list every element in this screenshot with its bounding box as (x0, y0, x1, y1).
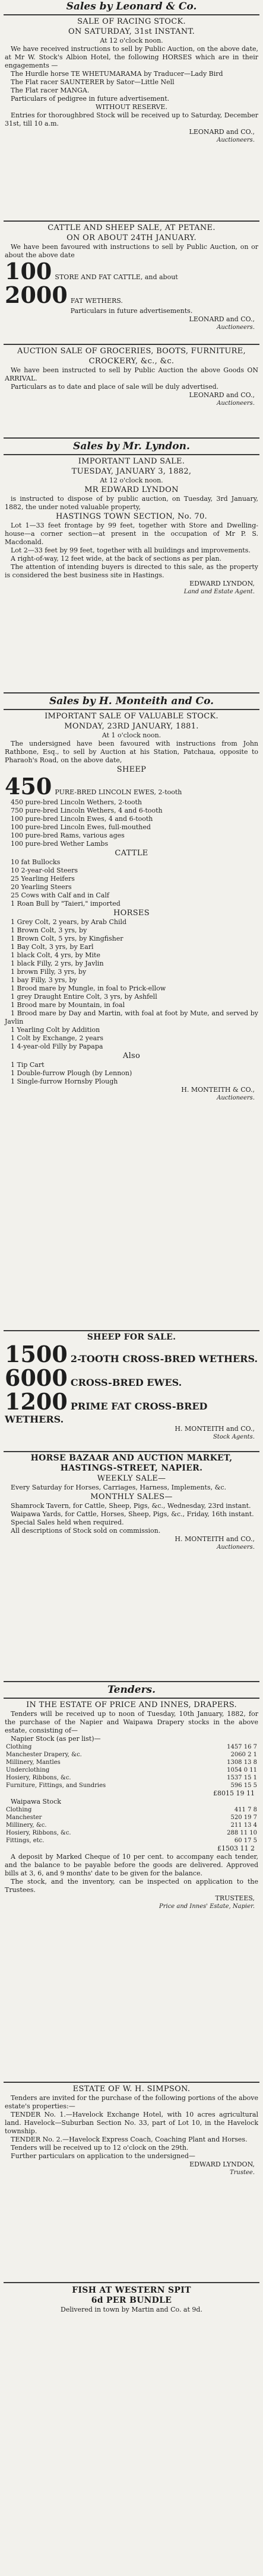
table-row (5, 1829, 258, 1837)
row-amount: 2060 2 1 (230, 1752, 257, 1758)
sheep-item: 750 pure-bred Lincoln Wethers, 4 and 6-tooth (11, 807, 163, 814)
ad-title: HORSE BAZAAR AND AUCTION MARKET, HASTINGS-STREET, NAPIER. (30, 1453, 233, 1473)
ad-time: At 12 o'clock noon. (100, 37, 163, 44)
cattle-heading: CATTLE (115, 849, 148, 858)
ad-signature: LEONARD and CO., (189, 128, 255, 136)
cattle-item: 1 Roan Bull by "Taieri," imported (11, 900, 121, 907)
horse-item: 1 Brown Colt, 5 yrs, by Kingfisher (11, 935, 123, 942)
row-amount: 60 17 5 (234, 1837, 257, 1844)
ad-section: HASTINGS TOWN SECTION, No. 70. (56, 512, 207, 521)
ad-date: MONDAY, 23RD JANUARY, 1881. (64, 722, 199, 731)
row-item: Manchester Drapery, &c. (6, 1752, 82, 1758)
row-item: Underclothing (6, 1767, 50, 1773)
ad-lot (5, 283, 258, 307)
ad-date: ON SATURDAY, 31st INSTANT. (68, 27, 195, 36)
section-header: Tenders. (107, 1684, 156, 1696)
ad-body: Tenders are invited for the purchase of the following portions of the above estate's properties:— (5, 2094, 258, 2110)
table-row (5, 1837, 258, 1845)
section-header: Sales by Leonard & Co. (66, 1, 197, 12)
ad-body: We have been favoured with instructions to sell by Public Auction, on or about the above date (5, 243, 258, 259)
ad-signature-sub: Auctioneers. (217, 400, 255, 407)
also-item: 1 Single-furrow Hornsby Plough (11, 1078, 118, 1085)
cattle-item: 10 2-year-old Steers (11, 867, 78, 874)
divider (4, 1330, 259, 1331)
section-header: Sales by H. Monteith and Co. (49, 695, 214, 707)
row-item: Millinery, Mantles (6, 1759, 61, 1766)
lyndon-header (0, 440, 263, 453)
fish-price: 6d PER BUNDLE (91, 2296, 172, 2305)
horse-item: 1 Colt by Exchange, 2 years (11, 1034, 104, 1042)
ad-signature: LEONARD and CO., (189, 391, 255, 399)
ad-title: SALE OF RACING STOCK. (77, 17, 186, 26)
ad-item: Particulars of pedigree in future advertisement. (11, 95, 170, 103)
waipawa-stock-table (5, 1806, 258, 1845)
divider (4, 2082, 259, 2083)
horse-item: 1 Bay Colt, 3 yrs, by Earl (11, 943, 94, 951)
ad-signature-sub: Trustee. (229, 2169, 255, 2176)
ad-title: IMPORTANT SALE OF VALUABLE STOCK. (45, 712, 218, 721)
divider (4, 454, 259, 455)
ad-title: CATTLE AND SHEEP SALE, AT PETANE. (47, 223, 216, 232)
land-sale-ad (0, 456, 263, 690)
row-amount: 596 15 5 (230, 1782, 257, 1789)
ad-time: At 12 o'clock noon. (100, 477, 163, 484)
lot-number: 1500 (5, 1341, 68, 1367)
monteith-header (0, 695, 263, 708)
divider (4, 1698, 259, 1699)
table-row (5, 1759, 258, 1766)
tender-item: Tenders will be received up to 12 o'clock on the 29th. (11, 2144, 189, 2152)
price-innes-estate-ad (0, 1700, 263, 2079)
lot-text: PURE-BRED LINCOLN EWES, 2-tooth (55, 788, 182, 796)
row-item: Millinery, &c. (6, 1822, 47, 1829)
lot-number: 6000 (5, 1364, 68, 1391)
cattle-item: 20 Yearling Steers (11, 883, 72, 891)
table-row (5, 1743, 258, 1751)
napier-stock-table (5, 1743, 258, 1789)
fish-ad (0, 2286, 263, 2357)
ad-signature-sub: Stock Agents. (213, 1434, 255, 1440)
horse-item: 1 black Colt, 4 yrs, by Mite (11, 951, 100, 959)
ad-lot: A right-of-way, 12 feet wide, at the back of sections as per plan. (11, 555, 222, 562)
ad-lot (5, 775, 258, 798)
ad-lot (5, 1390, 258, 1425)
divider (4, 437, 259, 439)
cattle-sheep-ad (0, 223, 263, 341)
ad-body: We have received instructions to sell by Public Auction, on the above date, at Mr W. Stock's Albion Hotel, the following HORSES which are in their engagements — (5, 45, 258, 69)
sheep-heading: SHEEP (116, 765, 147, 774)
ad-time: At 1 o'clock noon. (102, 731, 161, 739)
ad-signature: EDWARD LYNDON, (189, 580, 255, 587)
divider (4, 2282, 259, 2283)
ad-signature-sub: Auctioneers. (217, 1544, 255, 1551)
table-row (5, 1821, 258, 1829)
horse-item: 1 4-year-old Filly by Papapa (11, 1043, 103, 1050)
weekly-text: Every Saturday for Horses, Carriages, Harness, Implements, &c. (11, 1484, 227, 1491)
ad-signature-sub: Price and Innes' Estate, Napier. (159, 1903, 255, 1910)
table-row (5, 1814, 258, 1821)
ad-signature-sub: Auctioneers. (217, 324, 255, 331)
waipawa-label: Waipawa Stock (11, 1798, 61, 1805)
ad-title: ESTATE OF W. H. SIMPSON. (72, 2085, 191, 2094)
ad-body: is instructed to dispose of by public auction, on Tuesday, 3rd January, 1882, the under noted valuable property, (5, 495, 258, 511)
ad-signature: H. MONTEITH and CO., (175, 1425, 255, 1433)
ad-item: The Flat racer MANGA. (11, 87, 90, 94)
horse-item: 1 Brood mare by Mungle, in foal to Prick-ellow (11, 985, 166, 992)
cattle-item: 10 fat Bullocks (11, 858, 61, 866)
horse-item: 1 brown Filly, 3 yrs, by (11, 968, 87, 976)
lot-text: FAT WETHERS. (70, 297, 123, 305)
lot-text: 2-TOOTH CROSS-BRED WETHERS. (70, 1353, 258, 1364)
sheep-item: 100 pure-bred Lincoln Ewes, full-mouthed (11, 823, 151, 831)
row-amount: 1457 16 7 (227, 1744, 257, 1750)
lot-number: 2000 (5, 282, 68, 308)
table-row (5, 1766, 258, 1774)
row-amount: 1537 15 1 (227, 1775, 257, 1781)
horses-heading: HORSES (113, 909, 150, 918)
horse-item: 1 black Filly, 2 yrs, by Javlin (11, 960, 104, 967)
ad-lot (5, 1366, 258, 1390)
horse-item: 1 Grey Colt, 2 years, by Arab Child (11, 918, 127, 926)
ad-lot: Lot 2—33 feet by 99 feet, together with all buildings and improvements. (11, 546, 251, 554)
monthly-title: MONTHLY SALES— (90, 1492, 173, 1501)
ad-lot: Lot 1—33 feet frontage by 99 feet, together with Store and Dwelling-house—a corner section—at present in the occupation of Mr P. S. Macdonald. (5, 522, 258, 546)
divider (4, 14, 259, 15)
horse-item: 1 Yearling Colt by Addition (11, 1026, 100, 1034)
napier-label: Napier Stock (as per list)— (11, 1735, 101, 1743)
divider (4, 1681, 259, 1682)
horse-bazaar-ad (0, 1453, 263, 1679)
row-item: Furniture, Fittings, and Sundries (6, 1782, 106, 1789)
table-row (5, 1782, 258, 1789)
ad-signature: EDWARD LYNDON, (189, 2160, 255, 2168)
row-amount: 211 13 4 (230, 1822, 257, 1829)
also-item: 1 Tip Cart (11, 1061, 45, 1069)
monthly-text: Waipawa Yards, for Cattle, Horses, Sheep, Pigs, &c., Friday, 16th instant. (11, 1510, 254, 1518)
row-amount: 411 7 8 (234, 1807, 257, 1813)
row-item: Hosiery, Ribbons, &c. (6, 1830, 71, 1836)
sheep-item: 450 pure-bred Lincoln Wethers, 2-tooth (11, 798, 142, 806)
simpson-estate-ad (0, 2084, 263, 2280)
row-amount: 1054 0 11 (227, 1767, 257, 1773)
lot-text: STORE AND FAT CATTLE, and about (55, 273, 178, 281)
ad-signature-sub: Auctioneers. (217, 1095, 255, 1101)
ad-signature: LEONARD and CO., (189, 315, 255, 323)
ad-body: The undersigned have been favoured with instructions from John Rathbone, Esq., to sell by Auction at his Station, Patchaua, opposite to Pharaoh's Road, on the above date, (5, 740, 258, 764)
table-row (5, 1751, 258, 1759)
row-item: Clothing (6, 1744, 32, 1750)
table-row (5, 1806, 258, 1814)
further-note: Further particulars on application to the undersigned— (11, 2152, 195, 2160)
ad-signature: TRUSTEES, (215, 1894, 255, 1902)
divider (4, 709, 259, 710)
ad-signature: H. MONTEITH and CO., (175, 1535, 255, 1543)
ad-name: MR EDWARD LYNDON (84, 485, 179, 494)
weekly-title: WEEKLY SALE— (97, 1474, 166, 1483)
horse-item: 1 Brood mare by Mountain, in foal (11, 1001, 125, 1009)
sheep-item: 100 pure-bred Lincoln Ewes, 4 and 6-tooth (11, 815, 153, 823)
groceries-ad (0, 346, 263, 435)
monthly-text: Shamrock Tavern, for Cattle, Sheep, Pigs, &c., Wednesday, 23rd instant. (11, 1502, 251, 1510)
section-header: Sales by Mr. Lyndon. (73, 440, 190, 452)
horse-item: 1 Brown Colt, 3 yrs, by (11, 926, 87, 934)
lot-number: 450 (5, 773, 52, 800)
also-heading: Also (122, 1052, 141, 1060)
commission-note: All descriptions of Stock sold on commission. (11, 1527, 161, 1535)
row-amount: 1308 13 8 (227, 1759, 257, 1766)
divider (4, 1451, 259, 1452)
row-item: Manchester (6, 1814, 42, 1821)
tender-item: TENDER No. 2.—Havelock Express Coach, Coaching Plant and Horses. (11, 2136, 248, 2143)
divider (4, 220, 259, 222)
horse-item: 1 Brood mare by Day and Martin, with foal at foot by Mute, and served by Javlin (5, 1009, 258, 1025)
lot-text: CROSS-BRED EWES. (70, 1377, 182, 1388)
valuable-stock-ad (0, 711, 263, 1328)
ad-lot (5, 260, 258, 283)
sheep-item: 100 pure-bred Wether Lambs (11, 840, 109, 848)
row-item: Hosiery, Ribbons, &c. (6, 1775, 71, 1781)
tenders-header (0, 1683, 263, 1696)
lot-text: PRIME FAT CROSS-BRED WETHERS. (5, 1401, 208, 1425)
ad-body: We have been instructed to sell by Public Auction the above Goods ON ARRIVAL. (5, 366, 258, 382)
napier-total: £8015 19 11 (213, 1789, 255, 1797)
row-amount: 520 19 7 (230, 1814, 257, 1821)
ad-particulars: Particulars in future advertisements. (70, 307, 193, 315)
ad-reserve: WITHOUT RESERVE. (96, 103, 167, 111)
horse-item: 1 bay Filly, 3 yrs, by (11, 976, 77, 984)
cattle-item: 25 Yearling Heifers (11, 875, 75, 883)
ad-signature-sub: Land and Estate Agent. (183, 589, 255, 595)
sheep-item: 100 pure-bred Rams, various ages (11, 832, 125, 839)
special-sales: Special Sales held when required. (11, 1519, 124, 1526)
ad-particulars: Particulars as to date and place of sale will be duly advertised. (11, 383, 219, 391)
ad-title: SHEEP FOR SALE. (87, 1332, 176, 1342)
ad-date: TUESDAY, JANUARY 3, 1882, (71, 467, 192, 476)
ad-signature: H. MONTEITH & CO., (181, 1086, 255, 1094)
fish-delivery: Delivered in town by Martin and Co. at 9d. (61, 2306, 202, 2313)
lot-number: 1200 (5, 1388, 68, 1415)
deposit-note: A deposit by Marked Cheque of 10 per cent. to accompany each tender, and the balance to be payable before the goods are delivered. Approved bills at 3, 6, and 9 months' date to be given for the balance. (5, 1853, 258, 1877)
tender-item: TENDER No. 1.—Havelock Exchange Hotel, with 10 acres agricultural land. Havelock—Suburban Section No. 33, part of Lot 10, in the Havelock township. (5, 2111, 258, 2135)
ad-entries: Entries for thoroughbred Stock will be received up to Saturday, December 31st, till 10 a.m. (5, 111, 258, 127)
sheep-for-sale-ad (0, 1332, 263, 1449)
ad-date: ON OR ABOUT 24TH JANUARY. (66, 234, 197, 242)
lot-number: 100 (5, 258, 52, 285)
ad-attention: The attention of intending buyers is directed to this sale, as the property is considered the best business site in Hastings. (5, 563, 258, 579)
row-item: Fittings, etc. (6, 1837, 45, 1844)
ad-item: The Flat racer SAUNTERER by Sator—Little Nell (11, 78, 175, 86)
ad-title: FISH AT WESTERN SPIT (72, 2286, 191, 2295)
divider (4, 344, 259, 345)
also-item: 1 Double-furrow Plough (by Lennon) (11, 1069, 132, 1077)
ad-item: The Hurdle horse TE WHETUMARAMA by Traducer—Lady Bird (11, 70, 223, 78)
row-item: Clothing (6, 1807, 32, 1813)
cattle-item: 25 Cows with Calf and in Calf (11, 891, 109, 899)
waipawa-total: £1503 11 2 (217, 1845, 255, 1852)
ad-title: IN THE ESTATE OF PRICE AND INNES, DRAPERS. (26, 1701, 237, 1709)
ad-body: Tenders will be received up to noon of Tuesday, 10th January, 1882, for the purchase of the Napier and Waipawa Drapery stocks in the above estate, consisting of— (5, 1710, 258, 1734)
leonard-header (0, 0, 263, 13)
racing-stock-ad (0, 17, 263, 218)
row-amount: 288 11 10 (227, 1830, 257, 1836)
ad-title: IMPORTANT LAND SALE. (78, 457, 185, 466)
horse-item: 1 grey Draught Entire Colt, 3 yrs, by Ashfell (11, 993, 157, 1001)
ad-lot (5, 1343, 258, 1366)
ad-signature-sub: Auctioneers. (217, 137, 255, 143)
ad-title: AUCTION SALE OF GROCERIES, BOOTS, FURNITURE, CROCKERY, &c., &c. (17, 347, 246, 366)
table-row (5, 1774, 258, 1782)
inventory-note: The stock, and the inventory, can be inspected on application to the Trustees. (5, 1878, 258, 1894)
divider (4, 692, 259, 693)
